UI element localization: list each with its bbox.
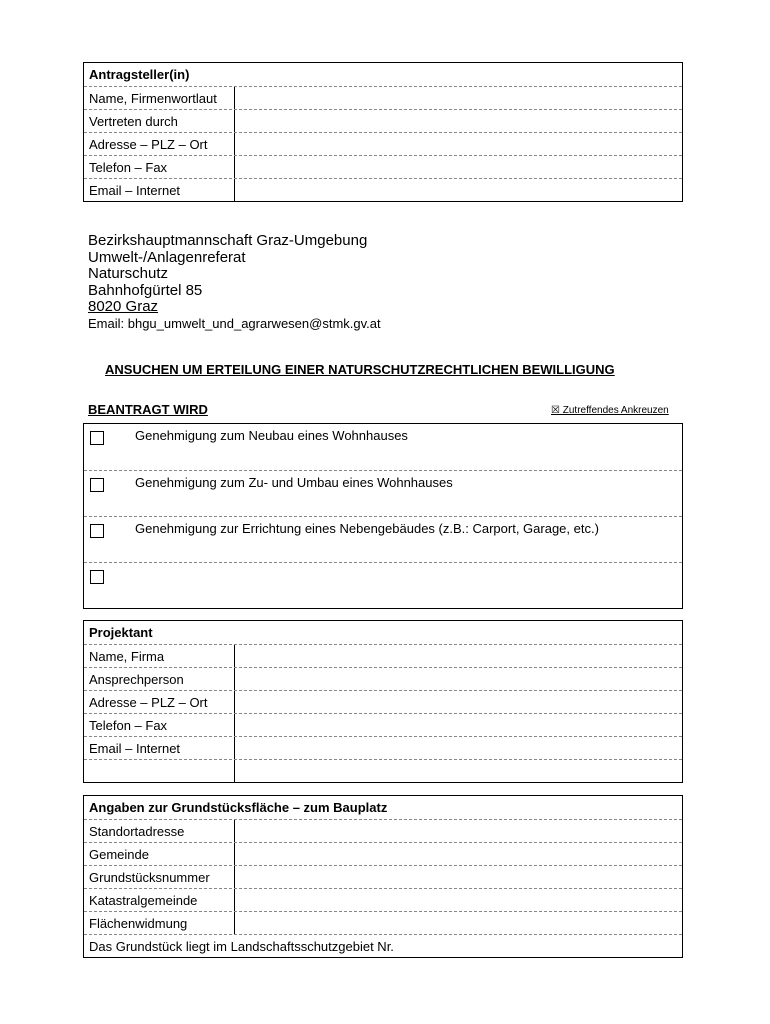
option-label: Genehmigung zur Errichtung eines Nebengebäudes (z.B.: Carport, Garage, etc.) — [135, 521, 599, 536]
form-row — [84, 155, 682, 178]
field-label: Vertreten durch — [89, 114, 178, 129]
form-row — [84, 865, 682, 888]
option-checkbox[interactable] — [90, 478, 104, 492]
option-checkbox[interactable] — [90, 524, 104, 538]
project-heading: Projektant — [89, 625, 153, 640]
form-row — [84, 842, 682, 865]
cadastral-community-field[interactable] — [234, 889, 682, 911]
extra-field[interactable] — [234, 760, 682, 782]
field-label: Email – Internet — [89, 741, 181, 756]
applicant-table — [83, 62, 683, 202]
field-label: Standortadresse — [89, 824, 185, 839]
project-email-field[interactable] — [234, 737, 682, 759]
parcel-number-field[interactable] — [234, 866, 682, 888]
option-row — [84, 424, 682, 470]
field-label: Name, Firmenwortlaut — [89, 91, 217, 106]
plot-heading-row — [84, 796, 682, 819]
form-row — [84, 178, 682, 201]
field-label: Grundstücksnummer — [89, 870, 210, 885]
applicant-heading-row — [84, 63, 682, 86]
protected-area-field[interactable]: Das Grundstück liegt im Landschaftsschutzgebiet Nr. — [89, 939, 394, 954]
location-address-field[interactable] — [234, 820, 682, 842]
project-table — [83, 620, 683, 783]
option-row — [84, 470, 682, 516]
form-row — [84, 86, 682, 109]
address-field[interactable] — [234, 133, 682, 155]
project-heading-row — [84, 621, 682, 644]
municipality-field[interactable] — [234, 843, 682, 865]
contact-person-field[interactable] — [234, 668, 682, 690]
plot-heading: Angaben zur Grundstücksfläche – zum Bauplatz — [89, 800, 388, 815]
option-label: Genehmigung zum Zu- und Umbau eines Wohnhauses — [135, 475, 453, 490]
email-field[interactable] — [234, 179, 682, 201]
option-row — [84, 562, 682, 608]
form-row — [84, 934, 682, 957]
document-title: ANSUCHEN UM ERTEILUNG EINER NATURSCHUTZRECHTLICHEN BEWILLIGUNG — [105, 362, 615, 377]
option-row — [84, 516, 682, 562]
address-line: Umwelt-/Anlagenreferat — [88, 248, 246, 266]
project-address-field[interactable] — [234, 691, 682, 713]
form-row — [84, 736, 682, 759]
form-row — [84, 888, 682, 911]
field-label: Flächenwidmung — [89, 916, 188, 931]
field-label — [84, 760, 234, 782]
recipient-address — [88, 233, 381, 332]
address-line: Bahnhofgürtel 85 — [88, 281, 203, 299]
address-line: Naturschutz — [88, 265, 169, 282]
field-label: Email – Internet — [89, 183, 181, 198]
options-table — [83, 423, 683, 609]
field-label: Adresse – PLZ – Ort — [89, 137, 208, 152]
form-row — [84, 713, 682, 736]
form-row — [84, 667, 682, 690]
field-label: Telefon – Fax — [89, 718, 168, 733]
check-hint: ☒ Zutreffendes Ankreuzen — [551, 405, 669, 416]
address-line: Bezirkshauptmannschaft Graz-Umgebung — [88, 232, 368, 249]
field-label: Ansprechperson — [89, 672, 184, 687]
option-checkbox[interactable] — [90, 431, 104, 445]
project-phone-field[interactable] — [234, 714, 682, 736]
option-label: Genehmigung zum Neubau eines Wohnhauses — [135, 428, 408, 443]
field-label: Gemeinde — [89, 847, 149, 862]
form-row — [84, 911, 682, 934]
name-field[interactable] — [234, 87, 682, 109]
recipient-email: Email: bhgu_umwelt_und_agrarwesen@stmk.gv.at — [88, 315, 381, 331]
option-checkbox[interactable] — [90, 570, 104, 584]
field-label: Name, Firma — [89, 649, 165, 664]
phone-field[interactable] — [234, 156, 682, 178]
requested-heading: BEANTRAGT WIRD — [88, 402, 208, 417]
form-row — [84, 644, 682, 667]
representative-field[interactable] — [234, 110, 682, 132]
plot-table — [83, 795, 683, 958]
form-row — [84, 759, 682, 782]
field-label: Katastralgemeinde — [89, 893, 198, 908]
project-name-field[interactable] — [234, 645, 682, 667]
form-row — [84, 690, 682, 713]
applicant-heading: Antragsteller(in) — [89, 67, 190, 82]
zoning-field[interactable] — [234, 912, 682, 934]
field-label: Telefon – Fax — [89, 160, 168, 175]
form-row — [84, 109, 682, 132]
form-row — [84, 132, 682, 155]
address-line: 8020 Graz — [88, 298, 159, 315]
form-row — [84, 819, 682, 842]
field-label: Adresse – PLZ – Ort — [89, 695, 208, 710]
